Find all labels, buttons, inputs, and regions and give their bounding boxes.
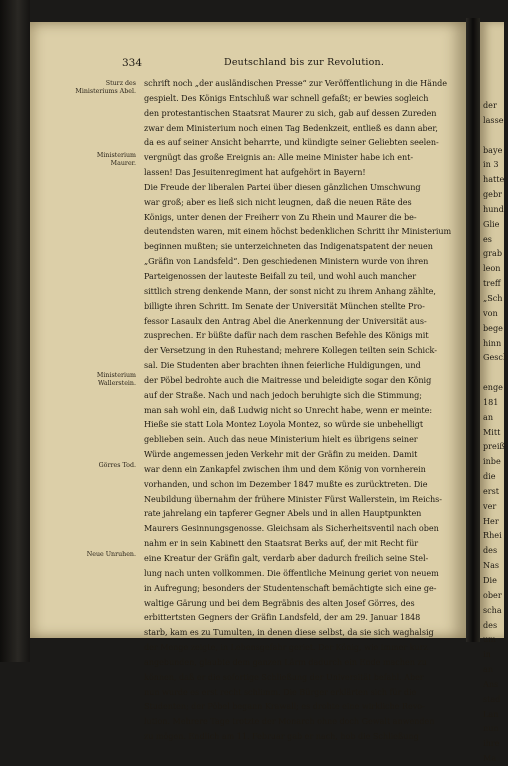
text-fragment: erst xyxy=(483,485,500,496)
text-line: lassen! Das Jesuitenregiment hat aufgehört in Bayern! xyxy=(144,167,366,178)
text-line: vergnügt das große Ereignis an: Alle meine Minister habe ich ent- xyxy=(144,152,414,163)
text-fragment: Glie xyxy=(483,218,500,229)
text-fragment: des xyxy=(483,545,498,556)
text-fragment: preiß xyxy=(483,441,505,452)
margin-note: Görres Tod. xyxy=(98,462,136,469)
body-text xyxy=(144,76,456,744)
text-line: Hieße sie statt Lola Montez Loyola Montez, so würde sie unbehelligt xyxy=(144,419,424,430)
text-line: lution. Mehrere Tage trotzte der Monarch ohne doch Gewalt anwenden xyxy=(144,716,435,727)
text-fragment: 181 xyxy=(483,396,499,407)
text-fragment: Ma xyxy=(483,753,497,764)
text-fragment: inbe xyxy=(483,456,501,467)
text-line: geblieben sein. Auch das neue Ministerium hielt es übrigens seiner xyxy=(144,434,418,445)
text-line: war groß; aber es ließ sich nicht leugnen, daß die neuen Räte des xyxy=(144,196,412,207)
text-fragment: scha xyxy=(483,604,502,615)
text-fragment: treff xyxy=(483,278,501,289)
text-line: da es auf seiner Ansicht beharrte, und kündigte seiner Geliebten seelen- xyxy=(144,137,439,148)
text-fragment: „Sch xyxy=(483,292,503,303)
text-line: rate jahrelang ein tapferer Gegner Abels und in allen Hauptpunkten xyxy=(144,508,422,519)
text-line: zu mögen. Endlich am 11. Februar gab er nach, hob die Schließung xyxy=(144,731,419,742)
running-head: Deutschland bis zur Revolution. xyxy=(224,57,385,68)
book-spine xyxy=(0,0,30,662)
text-fragment: ober xyxy=(483,589,502,600)
text-fragment: bege xyxy=(483,322,503,333)
text-line: der Menge zeigte, in Lebensgefahr geriet. Der König, wie immer kurz xyxy=(144,642,428,653)
text-line: „Gräfin von Landsfeld“. Den geschiedenen Ministern wurde von ihren xyxy=(144,256,429,267)
text-fragment: nun xyxy=(483,723,499,734)
text-fragment: stad xyxy=(483,693,501,704)
text-line: den protestantischen Staatsrat Maurer zu sich, gab auf dessen Zureden xyxy=(144,107,437,118)
text-fragment: in xyxy=(483,649,491,660)
text-line: können, daß er die sofortige Schließung der Universität befahl. Aber xyxy=(144,671,424,682)
text-fragment: Her xyxy=(483,515,499,526)
text-line: Neubildung übernahm der frühere Minister Fürst Wallerstein, im Reichs- xyxy=(144,493,442,504)
text-fragment: es xyxy=(483,233,492,244)
text-fragment: grab xyxy=(483,248,503,259)
text-fragment: Die xyxy=(483,575,497,585)
text-fragment: hund xyxy=(483,203,504,214)
text-line: beginnen mußten; sie unterzeichneten das Indigenatspatent der neuen xyxy=(144,241,433,252)
text-line: der Versetzung in den Ruhestand; mehrere Kollegen teilten sein Schick- xyxy=(144,345,437,356)
text-fragment: hinn xyxy=(483,337,502,348)
text-line: nun wurde es erst recht schlimm. Die Bürger erklärten sich für die xyxy=(144,686,417,697)
text-fragment: Rhei xyxy=(483,530,502,541)
next-page-text xyxy=(483,98,507,766)
text-fragment: um xyxy=(483,634,496,645)
text-line: Die Freude der liberalen Partei über diesen gänzlichen Umschwung xyxy=(144,181,421,192)
text-line: zusprechen. Er büßte dafür nach dem raschen Befehle des Königs mit xyxy=(144,330,429,341)
text-line: starb, kam es zu Tumulten, in denen diese selbst, da sie sich waghalsig xyxy=(144,627,434,638)
margin-note: Neue Unruhen. xyxy=(86,551,136,558)
text-fragment: ver xyxy=(483,500,497,511)
text-line: angebunden, glaubte dem ganzen Lärm dadurch ein Ende machen zu xyxy=(144,656,427,667)
text-fragment: Nas xyxy=(483,560,500,571)
page-header xyxy=(122,57,462,71)
text-fragment: gebr xyxy=(483,189,503,200)
text-line: gespielt. Des Königs Entschluß war schnell gefaßt; er bewies sogleich xyxy=(144,92,429,103)
text-fragment: in 3 xyxy=(483,159,499,170)
text-fragment: des xyxy=(483,619,498,630)
text-line: auf der Straße. Nach und nach jedoch beruhigte sich die Stimmung; xyxy=(144,389,422,400)
text-fragment: an xyxy=(483,411,494,422)
text-line: schrift noch „der ausländischen Presse“ zur Veröffentlichung in die Hände xyxy=(144,78,447,88)
text-fragment: der xyxy=(483,100,497,110)
text-fragment: an xyxy=(483,664,494,675)
book-gutter xyxy=(466,18,480,642)
text-line: billigte ihren Schritt. Im Senate der Universität München stellte Pro- xyxy=(144,300,425,311)
margin-note: Ministerium Wallerstein. xyxy=(96,372,136,387)
text-fragment: leon xyxy=(483,263,501,274)
text-line: nahm er in sein Kabinett den Staatsrat Berks auf, der mit Recht für xyxy=(144,538,419,549)
margin-note: Ministerium Maurer. xyxy=(96,152,136,167)
text-line: war denn ein Zankapfel zwischen ihm und dem König von vornherein xyxy=(144,463,426,474)
text-line: der Pöbel bedrohte auch die Maitresse und beleidigte sogar den König xyxy=(144,374,432,385)
text-line: deutendsten waren, mit einem höchst bedenklichen Schritt ihr Ministerium xyxy=(144,226,452,237)
page-number: 334 xyxy=(122,57,143,69)
text-fragment: lasse xyxy=(483,114,504,125)
text-line: zwar dem Ministerium noch einen Tag Bedenkzeit, entließ es dann aber, xyxy=(144,122,438,133)
text-line: in Aufregung; besonders der Studentenschaft bemächtigte sich eine ge- xyxy=(144,582,437,593)
text-fragment xyxy=(483,128,507,143)
text-fragment: Ans xyxy=(483,678,499,689)
text-fragment: baye xyxy=(483,144,503,155)
text-line: Königs, unter denen der Freiherr von Zu Rhein und Maurer die be- xyxy=(144,211,417,222)
text-line: fessor Lasaulx den Antrag Abel die Anerkennung der Universität aus- xyxy=(144,315,427,326)
text-line: Parteigenossen der lauteste Beifall zu teil, und wohl auch mancher xyxy=(144,270,417,281)
text-line: waltige Gärung und bei dem Begräbnis des alten Josef Görres, des xyxy=(144,597,415,608)
text-line: eine Kreatur der Gräfin galt, verdarb aber dadurch freilich seine Stel- xyxy=(144,553,429,563)
text-fragment: ihre xyxy=(483,738,500,749)
text-fragment: die xyxy=(483,471,496,482)
text-line: lung nach unten vollkommen. Die öffentliche Meinung geriet von neuem xyxy=(144,567,439,578)
text-fragment: Gesch xyxy=(483,352,508,363)
text-line: vorhanden, und schon im Dezember 1847 mußte es zurücktreten. Die xyxy=(144,478,428,489)
text-fragment xyxy=(483,365,507,380)
text-line: Maurers Gesinnungsgenosse. Gleichsam als Sicherheitsventil nach oben xyxy=(144,523,439,534)
text-line: sittlich streng denkende Mann, der sonst nicht zu ihrem Anhang zählte, xyxy=(144,285,436,296)
margin-note: Sturz des Ministeriums Abel. xyxy=(75,80,136,95)
text-fragment: hatte xyxy=(483,174,505,185)
text-line: erbittertsten Gegners der Gräfin Landsfeld, der am 29. Januar 1848 xyxy=(144,612,421,623)
next-page-edge xyxy=(480,22,508,764)
text-fragment: enge xyxy=(483,382,503,393)
text-fragment: Mitt xyxy=(483,426,501,437)
text-fragment: von xyxy=(483,307,498,318)
text-line: Würde angemessen jeden Verkehr mit der Gräfin zu meiden. Damit xyxy=(144,449,418,460)
text-fragment: Lan xyxy=(483,708,499,719)
text-line: sal. Die Studenten aber brachten ihnen feierliche Huldigungen, und xyxy=(144,360,421,371)
text-line: Studenten; der Pöbel begann Krawall; es drohte eine wirkliche Revo- xyxy=(144,701,425,712)
text-line: man sah wohl ein, daß Ludwig nicht so Unrecht habe, wenn er meinte: xyxy=(144,404,433,415)
